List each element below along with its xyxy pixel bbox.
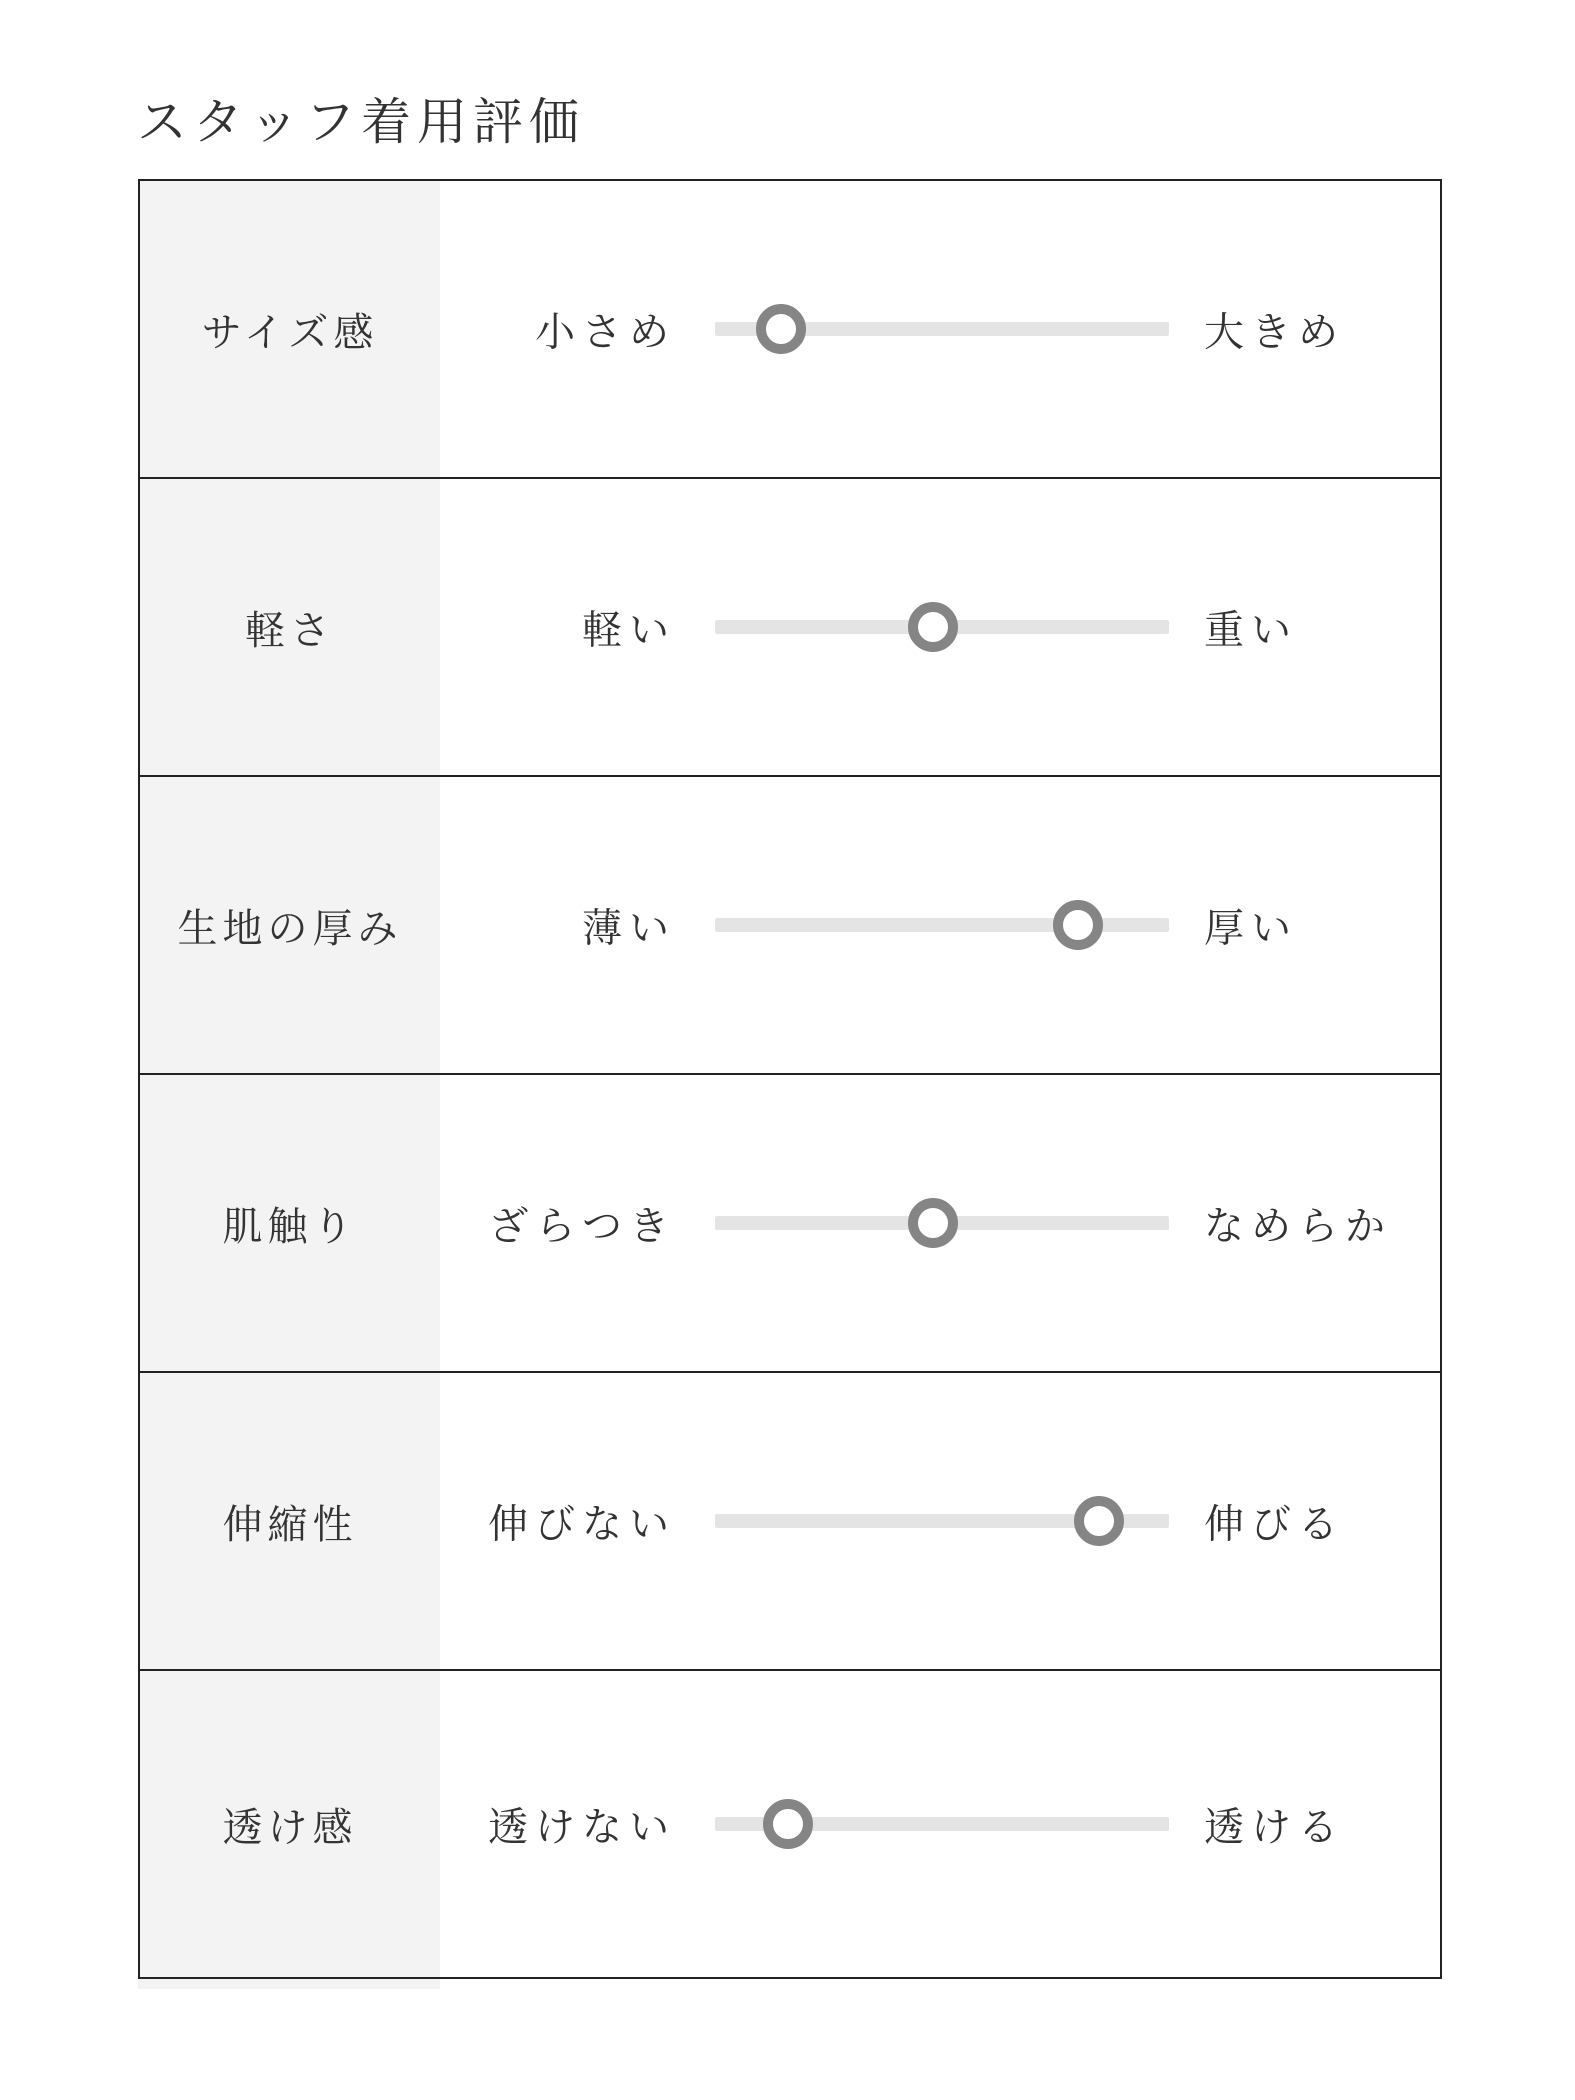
rating-slider-track (715, 1514, 1169, 1528)
row-label: 生地の厚み (177, 905, 403, 952)
rating-slider-knob[interactable] (763, 1799, 813, 1849)
rating-slider-track (715, 1817, 1169, 1831)
row-label-cell (140, 1671, 440, 1977)
scale-left-label: 軽い (582, 607, 676, 654)
row-label: 肌触り (222, 1203, 358, 1250)
rating-row-weight (140, 479, 1440, 777)
scale-left-label: 透けない (488, 1804, 676, 1851)
rating-slider-knob[interactable] (756, 304, 806, 354)
rating-slider-knob[interactable] (908, 602, 958, 652)
row-label: 透け感 (222, 1804, 358, 1851)
rating-slider-knob[interactable] (1074, 1496, 1124, 1546)
scale-right-label: 重い (1204, 607, 1298, 654)
rating-slider-knob[interactable] (1053, 900, 1103, 950)
scale-right-label: 大きめ (1204, 309, 1345, 356)
scale-right-label: 厚い (1204, 905, 1298, 952)
rating-slider-track (715, 918, 1169, 932)
scale-right-label: 伸びる (1204, 1501, 1345, 1548)
rating-slider-track (715, 620, 1169, 634)
row-label-cell (140, 479, 440, 775)
rating-row-stretch (140, 1373, 1440, 1671)
row-label: 軽さ (245, 607, 335, 654)
scale-right-label: なめらか (1204, 1203, 1392, 1250)
row-label-cell (140, 1373, 440, 1669)
rating-row-sheerness (140, 1671, 1440, 1977)
row-label-cell (140, 181, 440, 477)
row-label-cell (140, 777, 440, 1073)
scale-right-label: 透ける (1204, 1804, 1345, 1851)
scale-left-label: 薄い (582, 905, 676, 952)
rating-slider-track (715, 322, 1169, 336)
page-title: スタッフ着用評価 (137, 93, 585, 151)
row-label: サイズ感 (201, 309, 379, 356)
rating-slider-track (715, 1216, 1169, 1230)
rating-row-thickness (140, 777, 1440, 1075)
rating-row-texture (140, 1075, 1440, 1373)
rating-table (138, 179, 1442, 1979)
row-label-cell (140, 1075, 440, 1371)
scale-left-label: ざらつき (488, 1203, 676, 1250)
rating-slider-knob[interactable] (908, 1198, 958, 1248)
row-label: 伸縮性 (222, 1501, 358, 1548)
scale-left-label: 小さめ (535, 309, 676, 356)
rating-row-size (140, 181, 1440, 479)
scale-left-label: 伸びない (488, 1501, 676, 1548)
